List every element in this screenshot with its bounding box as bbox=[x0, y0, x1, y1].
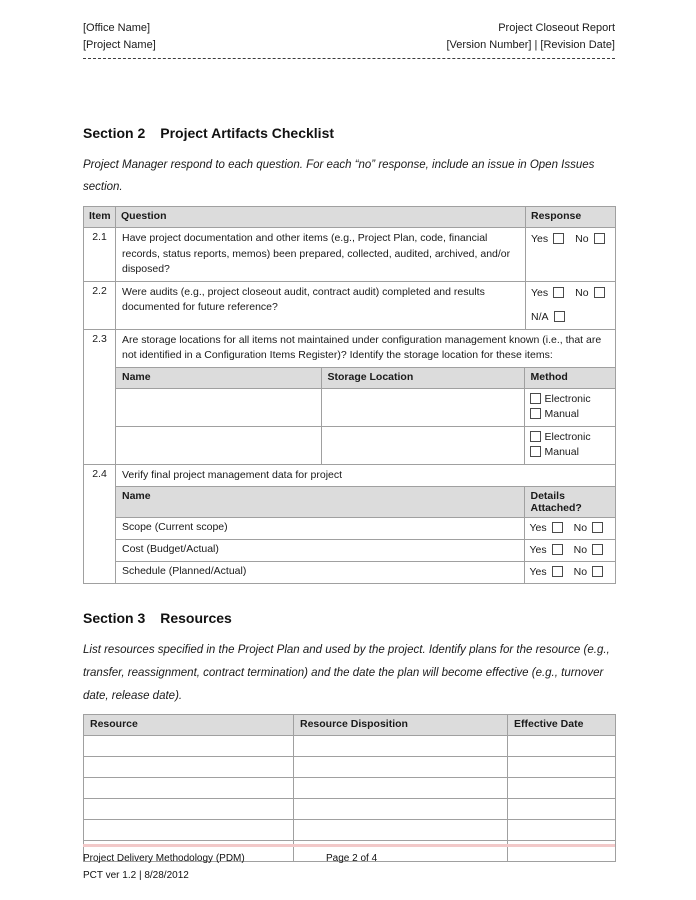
yes-checkbox[interactable] bbox=[552, 522, 563, 533]
section3-title: Resources bbox=[160, 610, 232, 626]
disposition-input-cell[interactable] bbox=[294, 820, 508, 841]
storage-location-input-cell[interactable] bbox=[321, 426, 524, 464]
section2-title: Project Artifacts Checklist bbox=[160, 125, 335, 141]
resource-input-cell[interactable] bbox=[84, 778, 294, 799]
yes-option bbox=[530, 544, 563, 556]
col-header-resource: Resource bbox=[84, 715, 294, 736]
response-cell bbox=[526, 281, 616, 329]
no-option bbox=[574, 566, 603, 578]
electronic-option bbox=[530, 392, 612, 407]
section3-intro: List resources specified in the Project Plan and used by the project. Identify plans for the resource (e.g., transfer, reassignment, contract termination) and the date the plan will become effective (e.g., turnover date, release date). bbox=[83, 644, 610, 702]
footer-rule bbox=[83, 844, 615, 847]
electronic-checkbox[interactable] bbox=[530, 431, 541, 442]
col-header-question: Question bbox=[116, 207, 526, 228]
resource-input-cell[interactable] bbox=[84, 799, 294, 820]
resource-row bbox=[84, 757, 616, 778]
yes-label: Yes bbox=[529, 544, 547, 556]
footer-version-text: PCT ver 1.2 | 8/28/2012 bbox=[83, 870, 189, 881]
report-title: Project Closeout Report bbox=[498, 22, 615, 34]
section2-number: Section 2 bbox=[83, 125, 146, 141]
no-checkbox[interactable] bbox=[592, 522, 603, 533]
response-cell bbox=[524, 540, 616, 562]
item-number: 2.3 bbox=[84, 329, 116, 464]
yes-no-line bbox=[531, 286, 610, 301]
resource-row bbox=[84, 799, 616, 820]
no-checkbox[interactable] bbox=[592, 544, 603, 555]
artifacts-checklist-table bbox=[83, 206, 616, 584]
yes-checkbox[interactable] bbox=[552, 566, 563, 577]
footer-methodology-text: Project Delivery Methodology (PDM) bbox=[83, 853, 245, 864]
page-footer bbox=[83, 844, 615, 883]
effective-date-input-cell[interactable] bbox=[508, 736, 616, 757]
name-input-cell[interactable] bbox=[116, 426, 321, 464]
disposition-input-cell[interactable] bbox=[294, 736, 508, 757]
no-label: No bbox=[573, 544, 588, 556]
col-header-storage-location: Storage Location bbox=[321, 367, 524, 388]
subtable-header-row bbox=[116, 487, 616, 518]
footer-line1 bbox=[83, 852, 615, 866]
disposition-input-cell[interactable] bbox=[294, 757, 508, 778]
item-number: 2.1 bbox=[84, 228, 116, 282]
data-name-cell: Schedule (Planned/Actual) bbox=[116, 562, 524, 584]
question-text: Are storage locations for all items not maintained under configuration management known (i.e., that are not identified in a Configuration Items Register)? Identify the storage location for these items: bbox=[122, 333, 602, 361]
question-text: Were audits (e.g., project closeout audit, contract audit) completed and results documented for future reference? bbox=[116, 281, 526, 329]
section3-number: Section 3 bbox=[83, 610, 146, 626]
response-cell bbox=[524, 562, 616, 584]
no-option bbox=[574, 544, 603, 556]
storage-location-input-cell[interactable] bbox=[321, 388, 524, 426]
project-name: [Project Name] bbox=[83, 39, 156, 51]
question-text: Verify final project management data for project bbox=[122, 468, 343, 481]
yes-option bbox=[531, 287, 564, 299]
table-row-2-1 bbox=[84, 228, 616, 282]
yes-option bbox=[530, 566, 563, 578]
table-header-row bbox=[84, 715, 616, 736]
yes-label: Yes bbox=[529, 522, 547, 534]
item-number: 2.4 bbox=[84, 464, 116, 584]
electronic-label: Electronic bbox=[544, 392, 591, 405]
resource-input-cell[interactable] bbox=[84, 736, 294, 757]
section3-heading bbox=[83, 610, 615, 626]
manual-option bbox=[530, 445, 612, 460]
header-left-block bbox=[83, 20, 156, 54]
effective-date-input-cell[interactable] bbox=[508, 778, 616, 799]
response-cell bbox=[526, 228, 616, 282]
header-right-block bbox=[446, 20, 615, 54]
effective-date-input-cell[interactable] bbox=[508, 757, 616, 778]
resources-table bbox=[83, 714, 616, 862]
resource-row bbox=[84, 820, 616, 841]
question-text: Have project documentation and other items (e.g., Project Plan, code, financial records, status reports, memos) been prepared, collected, audited, archived, and/or disposed? bbox=[116, 228, 526, 282]
no-checkbox[interactable] bbox=[594, 233, 605, 244]
data-name-cell: Scope (Current scope) bbox=[116, 518, 524, 540]
no-label: No bbox=[575, 286, 589, 299]
yes-option bbox=[531, 233, 564, 245]
version-revision-line: [Version Number] | [Revision Date] bbox=[446, 39, 615, 51]
col-header-item: Item bbox=[84, 207, 116, 228]
resource-input-cell[interactable] bbox=[84, 820, 294, 841]
effective-date-input-cell[interactable] bbox=[508, 820, 616, 841]
no-option bbox=[574, 522, 603, 534]
page-number: Page 2 of 4 bbox=[326, 853, 378, 864]
col-header-name: Name bbox=[116, 487, 524, 518]
col-header-details-attached: Details Attached? bbox=[524, 487, 616, 518]
yes-checkbox[interactable] bbox=[553, 287, 564, 298]
na-option bbox=[531, 311, 565, 323]
storage-locations-subtable bbox=[116, 367, 616, 464]
section2-intro: Project Manager respond to each question. For each “no” response, include an issue in Open Issues section. bbox=[83, 159, 595, 193]
col-header-resource-disposition: Resource Disposition bbox=[294, 715, 508, 736]
no-option bbox=[575, 233, 604, 245]
col-header-name: Name bbox=[116, 367, 321, 388]
page-header bbox=[83, 0, 615, 54]
method-cell bbox=[524, 426, 616, 464]
no-label: No bbox=[573, 566, 588, 578]
table-row-2-4 bbox=[84, 464, 616, 584]
project-data-row-cost bbox=[116, 540, 616, 562]
method-cell bbox=[524, 388, 616, 426]
effective-date-input-cell[interactable] bbox=[508, 799, 616, 820]
na-checkbox[interactable] bbox=[554, 311, 565, 322]
manual-option bbox=[530, 407, 612, 422]
table-header-row bbox=[84, 207, 616, 228]
electronic-checkbox[interactable] bbox=[530, 393, 541, 404]
table-row-2-2 bbox=[84, 281, 616, 329]
office-name: [Office Name] bbox=[83, 22, 151, 34]
name-input-cell[interactable] bbox=[116, 388, 321, 426]
yes-label: Yes bbox=[531, 233, 549, 245]
manual-label: Manual bbox=[544, 445, 579, 458]
data-name-cell: Cost (Budget/Actual) bbox=[116, 540, 524, 562]
dashed-divider bbox=[83, 58, 615, 59]
item-number: 2.2 bbox=[84, 281, 116, 329]
col-header-response: Response bbox=[526, 207, 616, 228]
no-option bbox=[575, 287, 604, 299]
yes-checkbox[interactable] bbox=[552, 544, 563, 555]
electronic-option bbox=[530, 430, 612, 445]
no-checkbox[interactable] bbox=[592, 566, 603, 577]
table-row-2-3 bbox=[84, 329, 616, 464]
yes-option bbox=[530, 522, 563, 534]
resource-row bbox=[84, 736, 616, 757]
project-data-subtable bbox=[116, 486, 616, 583]
question-and-subtable-cell bbox=[116, 329, 616, 464]
col-header-effective-date: Effective Date bbox=[508, 715, 616, 736]
na-line bbox=[531, 310, 610, 325]
manual-label: Manual bbox=[544, 407, 579, 420]
project-data-row-schedule bbox=[116, 562, 616, 584]
response-cell bbox=[524, 518, 616, 540]
yes-checkbox[interactable] bbox=[553, 233, 564, 244]
disposition-input-cell[interactable] bbox=[294, 778, 508, 799]
resource-row bbox=[84, 778, 616, 799]
page-content bbox=[83, 0, 615, 862]
col-header-method: Method bbox=[524, 367, 616, 388]
na-label: N/A bbox=[531, 310, 549, 323]
no-label: No bbox=[575, 233, 589, 245]
manual-checkbox[interactable] bbox=[530, 446, 541, 457]
storage-row bbox=[116, 426, 616, 464]
yes-label: Yes bbox=[531, 286, 549, 299]
no-checkbox[interactable] bbox=[594, 287, 605, 298]
subtable-header-row bbox=[116, 367, 616, 388]
section2-heading bbox=[83, 125, 615, 141]
question-and-subtable-cell bbox=[116, 464, 616, 584]
electronic-label: Electronic bbox=[544, 430, 591, 443]
project-data-row-scope bbox=[116, 518, 616, 540]
storage-row bbox=[116, 388, 616, 426]
yes-label: Yes bbox=[529, 566, 547, 578]
disposition-input-cell[interactable] bbox=[294, 799, 508, 820]
manual-checkbox[interactable] bbox=[530, 408, 541, 419]
no-label: No bbox=[573, 522, 588, 534]
resource-input-cell[interactable] bbox=[84, 757, 294, 778]
